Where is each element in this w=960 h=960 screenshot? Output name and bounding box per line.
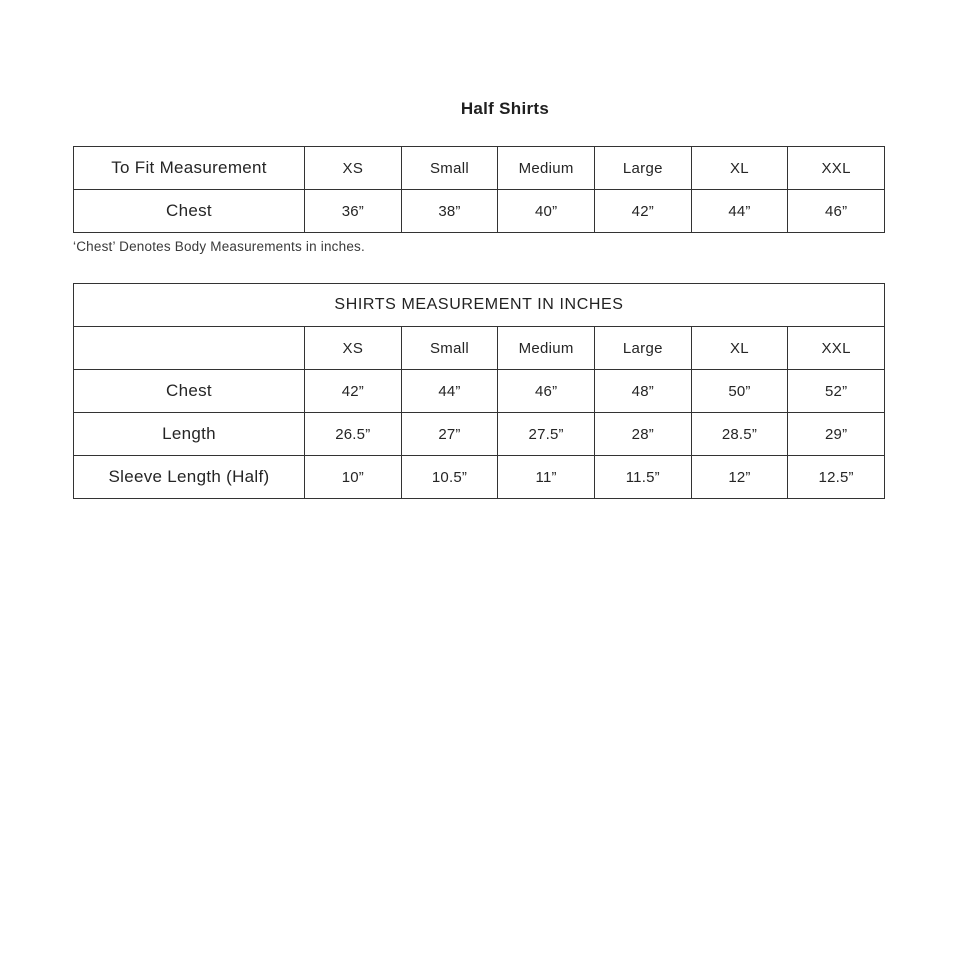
size-col-header-xxl: XXL bbox=[788, 327, 885, 370]
page-title: Half Shirts bbox=[460, 99, 550, 118]
size-col-header-large: Large bbox=[594, 147, 691, 190]
table-row bbox=[74, 327, 885, 370]
size-col-header-large: Large bbox=[594, 327, 691, 370]
shirts-length-value-xs: 26.5” bbox=[305, 413, 402, 456]
table-row bbox=[74, 456, 885, 499]
fit-chest-value-xl: 44” bbox=[691, 190, 788, 233]
shirts-chest-value-xxl: 52” bbox=[788, 370, 885, 413]
shirts-sleeve-value-large: 11.5” bbox=[594, 456, 691, 499]
size-col-header-xxl: XXL bbox=[788, 147, 885, 190]
content-area bbox=[73, 146, 885, 499]
shirts-chest-value-xs: 42” bbox=[305, 370, 402, 413]
shirts-length-value-small: 27” bbox=[401, 413, 498, 456]
table-row bbox=[74, 147, 885, 190]
to-fit-measurement-table bbox=[73, 146, 885, 233]
size-col-header-xs: XS bbox=[305, 147, 402, 190]
shirts-sleeve-value-medium: 11” bbox=[498, 456, 595, 499]
shirts-table-title: SHIRTS MEASUREMENT IN INCHES bbox=[74, 284, 885, 327]
table-row bbox=[74, 413, 885, 456]
shirts-measurement-table bbox=[73, 283, 885, 499]
size-col-header-xl: XL bbox=[691, 147, 788, 190]
shirts-chest-value-medium: 46” bbox=[498, 370, 595, 413]
table-row bbox=[74, 370, 885, 413]
shirts-length-row-label: Length bbox=[74, 413, 305, 456]
size-col-header-small: Small bbox=[401, 327, 498, 370]
fit-chest-value-small: 38” bbox=[401, 190, 498, 233]
fit-chest-value-medium: 40” bbox=[498, 190, 595, 233]
shirts-chest-row-label: Chest bbox=[74, 370, 305, 413]
fit-table-header-label: To Fit Measurement bbox=[74, 147, 305, 190]
shirts-sleeve-value-xxl: 12.5” bbox=[788, 456, 885, 499]
fit-chest-value-large: 42” bbox=[594, 190, 691, 233]
shirts-sleeve-value-xs: 10” bbox=[305, 456, 402, 499]
chest-footnote: ‘Chest’ Denotes Body Measurements in inches. bbox=[73, 239, 365, 254]
fit-chest-value-xs: 36” bbox=[305, 190, 402, 233]
fit-chest-row-label: Chest bbox=[74, 190, 305, 233]
shirts-chest-value-large: 48” bbox=[594, 370, 691, 413]
empty-corner-cell bbox=[74, 327, 305, 370]
size-col-header-small: Small bbox=[401, 147, 498, 190]
shirts-sleeve-value-xl: 12” bbox=[691, 456, 788, 499]
shirts-length-value-large: 28” bbox=[594, 413, 691, 456]
shirts-chest-value-xl: 50” bbox=[691, 370, 788, 413]
size-col-header-xl: XL bbox=[691, 327, 788, 370]
size-col-header-xs: XS bbox=[305, 327, 402, 370]
fit-chest-value-xxl: 46” bbox=[788, 190, 885, 233]
size-col-header-medium: Medium bbox=[498, 327, 595, 370]
shirts-chest-value-small: 44” bbox=[401, 370, 498, 413]
size-col-header-medium: Medium bbox=[498, 147, 595, 190]
table-row bbox=[74, 284, 885, 327]
shirts-sleeve-value-small: 10.5” bbox=[401, 456, 498, 499]
shirts-sleeve-row-label: Sleeve Length (Half) bbox=[74, 456, 305, 499]
shirts-length-value-medium: 27.5” bbox=[498, 413, 595, 456]
shirts-length-value-xxl: 29” bbox=[788, 413, 885, 456]
shirts-length-value-xl: 28.5” bbox=[691, 413, 788, 456]
table-row bbox=[74, 190, 885, 233]
